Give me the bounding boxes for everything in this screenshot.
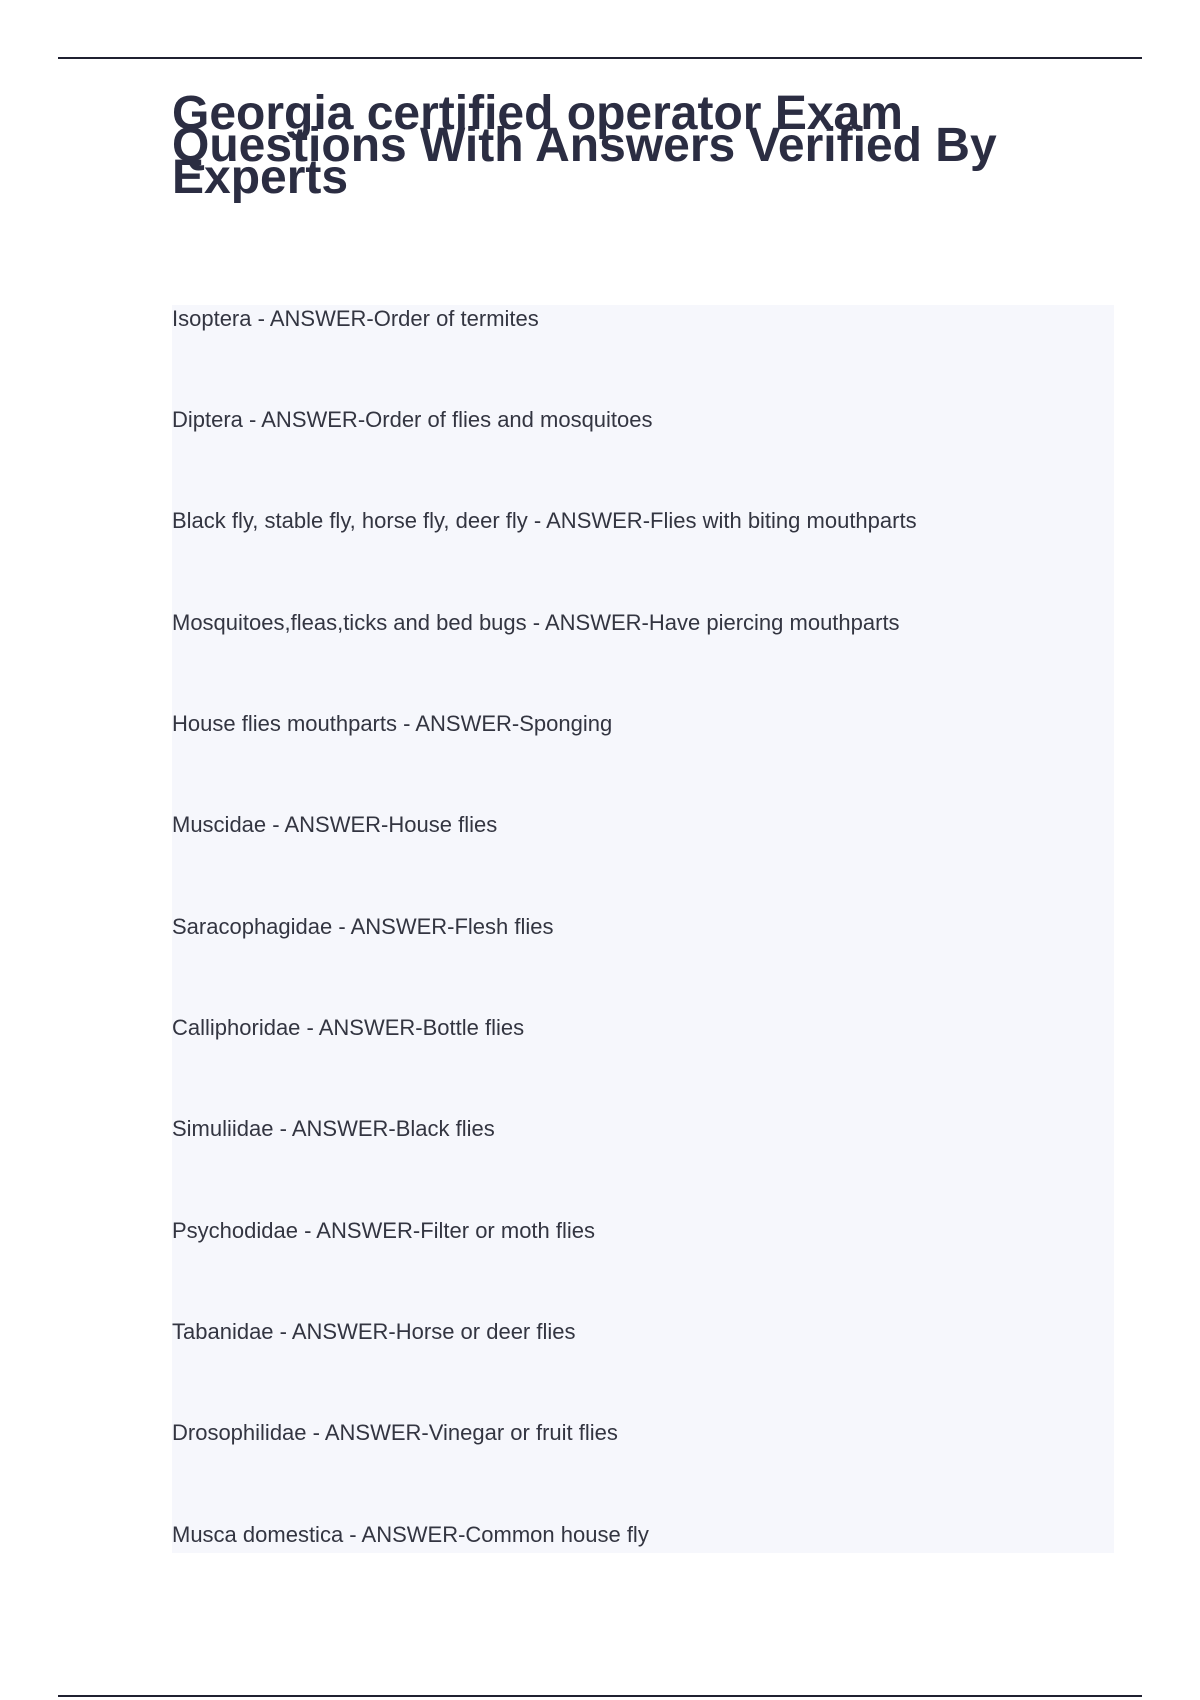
qa-item: Tabanidae - ANSWER-Horse or deer flies [172, 1319, 576, 1344]
qa-item: House flies mouthparts - ANSWER-Sponging [172, 711, 613, 736]
qa-item: Isoptera - ANSWER-Order of termites [172, 306, 539, 331]
qa-item: Mosquitoes,fleas,ticks and bed bugs - ANSWER-Have piercing mouthparts [172, 610, 900, 635]
qa-item: Saracophagidae - ANSWER-Flesh flies [172, 914, 554, 939]
qa-item: Black fly, stable fly, horse fly, deer fly - ANSWER-Flies with biting mouthparts [172, 508, 917, 533]
qa-panel [172, 305, 1114, 1553]
qa-item: Psychodidae - ANSWER-Filter or moth flies [172, 1218, 596, 1243]
qa-item: Drosophilidae - ANSWER-Vinegar or fruit flies [172, 1420, 618, 1445]
top-divider [58, 57, 1142, 59]
bottom-divider [58, 1695, 1142, 1697]
document-title: Georgia certified operator Exam Questions With Answers Verified By Experts [172, 87, 997, 204]
qa-item: Calliphoridae - ANSWER-Bottle flies [172, 1015, 525, 1040]
qa-item: Muscidae - ANSWER-House flies [172, 812, 498, 837]
qa-item: Musca domestica - ANSWER-Common house fly [172, 1522, 649, 1547]
qa-item: Diptera - ANSWER-Order of flies and mosquitoes [172, 407, 653, 432]
qa-item: Simuliidae - ANSWER-Black flies [172, 1116, 495, 1141]
